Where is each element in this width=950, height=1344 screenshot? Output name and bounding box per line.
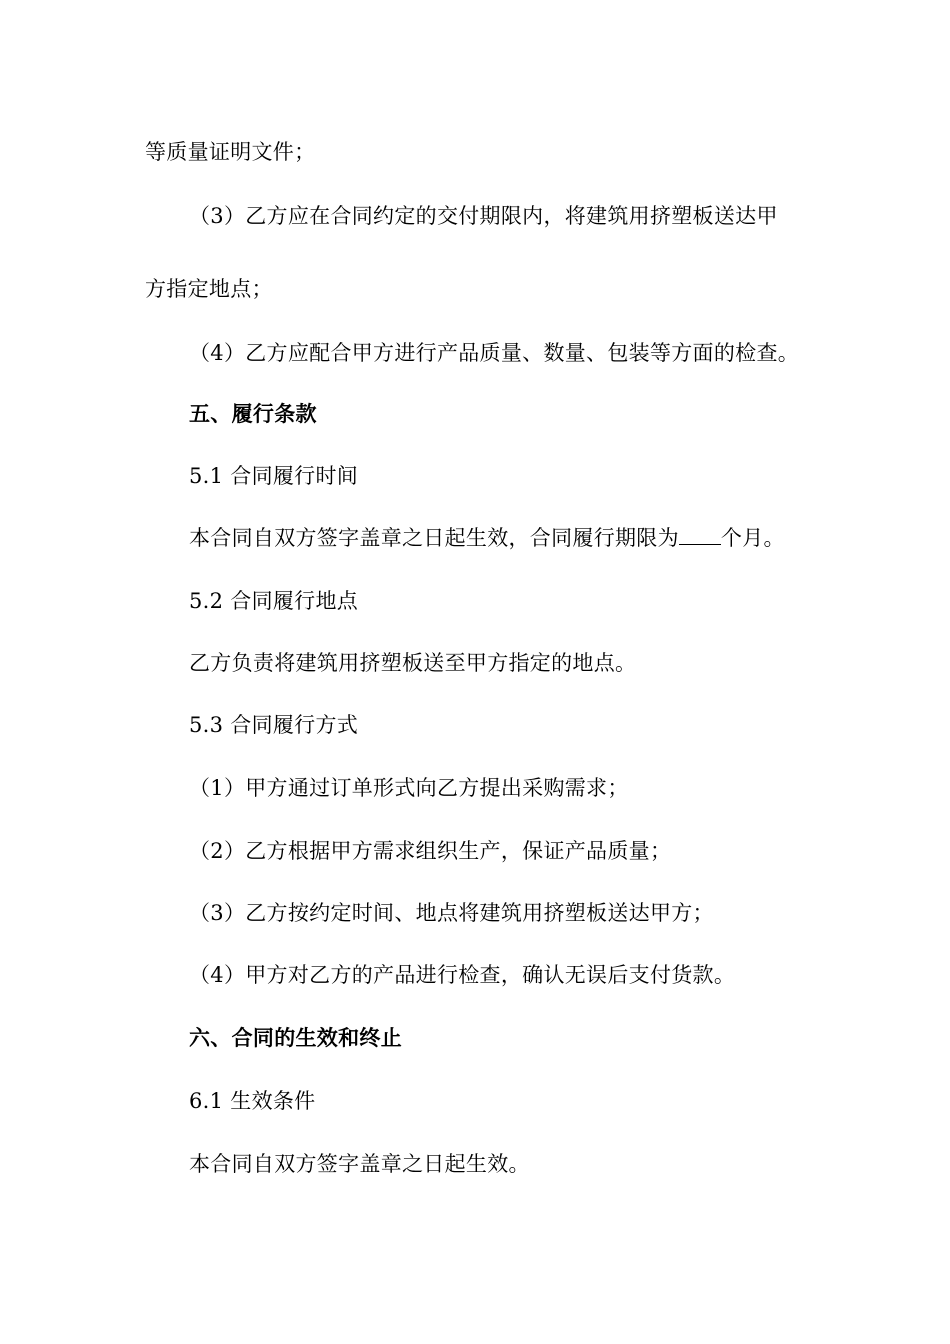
method-item-2: （2）乙方根据甲方需求组织生产，保证产品质量； (189, 839, 672, 863)
method-item-1: （1）甲方通过订单形式向乙方提出采购需求； (189, 776, 629, 800)
performance-term-paragraph (189, 523, 785, 553)
performance-term-text: 本合同自双方签字盖章之日起生效，合同履行期限为 (189, 526, 679, 550)
performance-location-paragraph: 乙方负责将建筑用挤塑板送至甲方指定的地点。 (189, 651, 637, 675)
subsection-heading-6-1: 6.1 生效条件 (189, 1089, 316, 1113)
subsection-heading-5-3: 5.3 合同履行方式 (189, 713, 359, 737)
section-heading-5: 五、履行条款 (189, 402, 317, 426)
obligation-item-3-continuation: 方指定地点； (145, 277, 273, 301)
subsection-heading-5-1: 5.1 合同履行时间 (189, 464, 359, 488)
section-heading-6: 六、合同的生效和终止 (189, 1026, 402, 1050)
paragraph-continuation: 等质量证明文件； (145, 140, 316, 164)
term-months-blank (679, 524, 721, 545)
method-item-3: （3）乙方按约定时间、地点将建筑用挤塑板送达甲方； (189, 901, 714, 925)
performance-term-unit: 个月。 (720, 526, 785, 550)
effective-condition-paragraph: 本合同自双方签字盖章之日起生效。 (189, 1152, 530, 1176)
subsection-heading-5-2: 5.2 合同履行地点 (189, 589, 359, 613)
obligation-item-4: （4）乙方应配合甲方进行产品质量、数量、包装等方面的检查。 (189, 341, 800, 365)
method-item-4: （4）甲方对乙方的产品进行检查，确认无误后支付货款。 (189, 963, 736, 987)
obligation-item-3: （3）乙方应在合同约定的交付期限内，将建筑用挤塑板送达甲 (189, 204, 778, 228)
